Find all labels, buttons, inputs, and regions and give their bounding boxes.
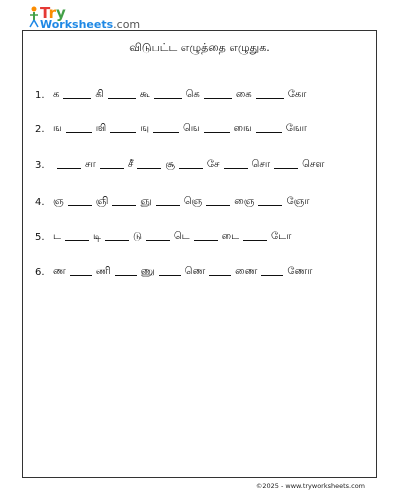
letter-cell bbox=[96, 196, 141, 208]
tamil-letter: சொ bbox=[251, 159, 271, 170]
logo-worksheets: Worksheets bbox=[40, 18, 114, 31]
letter-cell bbox=[140, 123, 183, 135]
answer-blank[interactable] bbox=[66, 132, 92, 133]
answer-blank[interactable] bbox=[108, 98, 136, 99]
answer-blank[interactable] bbox=[209, 275, 231, 276]
tamil-letter: சே bbox=[206, 159, 220, 170]
tamil-letter: டை bbox=[221, 231, 240, 242]
tamil-letter: ஞெ bbox=[183, 196, 203, 207]
answer-blank[interactable] bbox=[146, 240, 170, 241]
answer-blank[interactable] bbox=[68, 205, 92, 206]
ladder-figure-icon bbox=[28, 6, 40, 28]
row-number: 5. bbox=[35, 232, 45, 243]
answer-blank[interactable] bbox=[112, 205, 136, 206]
exercise-row bbox=[35, 159, 370, 171]
letter-cell bbox=[140, 89, 186, 101]
logo-letter-t: T bbox=[40, 4, 49, 22]
letter-cell bbox=[271, 231, 291, 243]
tamil-letter: டோ bbox=[271, 231, 292, 242]
exercise-row bbox=[35, 196, 370, 208]
exercise-row bbox=[35, 89, 370, 101]
letter-cell bbox=[96, 266, 141, 278]
letter-cell bbox=[236, 89, 288, 101]
footer-copyright: ©2025 - www.tryworksheets.com bbox=[255, 482, 365, 490]
letter-cell bbox=[53, 123, 96, 135]
tamil-letter: ஙோ bbox=[285, 123, 307, 134]
row-number: 1. bbox=[35, 90, 45, 101]
letter-cell bbox=[133, 231, 174, 243]
tamil-letter: கோ bbox=[287, 89, 307, 100]
tamil-letter: கூ bbox=[139, 89, 150, 100]
row-number: 3. bbox=[35, 160, 45, 171]
answer-blank[interactable] bbox=[105, 240, 129, 241]
tamil-letter: ஞை bbox=[234, 196, 255, 207]
answer-blank[interactable] bbox=[258, 205, 282, 206]
tamil-letter: கை bbox=[235, 89, 252, 100]
letter-cell bbox=[302, 159, 324, 171]
answer-blank[interactable] bbox=[204, 132, 230, 133]
answer-blank[interactable] bbox=[100, 168, 124, 169]
letter-cell bbox=[141, 266, 185, 278]
letter-cell bbox=[186, 89, 236, 101]
letter-cell bbox=[287, 266, 312, 278]
letter-cell bbox=[53, 168, 85, 171]
answer-blank[interactable] bbox=[153, 132, 179, 133]
logo-letter-r: r bbox=[48, 4, 56, 22]
letter-cell bbox=[234, 123, 286, 135]
logo-letter-y: y bbox=[56, 4, 66, 22]
letter-cell bbox=[93, 231, 133, 243]
answer-blank[interactable] bbox=[224, 168, 248, 169]
letter-cell bbox=[96, 123, 140, 135]
letter-cell bbox=[185, 266, 236, 278]
tamil-letter: கி bbox=[95, 89, 104, 100]
answer-blank[interactable] bbox=[70, 275, 92, 276]
tamil-letter: சீ bbox=[127, 159, 134, 170]
answer-blank[interactable] bbox=[243, 240, 267, 241]
tamil-letter: ணு bbox=[140, 266, 155, 277]
letter-cell bbox=[235, 266, 287, 278]
row-number: 4. bbox=[35, 197, 45, 208]
exercise-row bbox=[35, 123, 370, 135]
letter-cell bbox=[234, 196, 286, 208]
tamil-letter: டு bbox=[132, 231, 142, 242]
tamil-letter: ஞி bbox=[95, 196, 109, 207]
answer-blank[interactable] bbox=[65, 240, 89, 241]
answer-blank[interactable] bbox=[256, 132, 282, 133]
letter-cell bbox=[174, 231, 222, 243]
tamil-letter: டி bbox=[92, 231, 101, 242]
answer-blank[interactable] bbox=[57, 168, 81, 169]
logo-dotcom: .com bbox=[113, 18, 141, 31]
tamil-letter: ணி bbox=[95, 266, 111, 277]
row-number: 2. bbox=[35, 124, 45, 135]
worksheet-frame bbox=[22, 30, 377, 478]
exercise-row bbox=[35, 231, 370, 243]
letter-cell bbox=[222, 231, 271, 243]
tamil-letter: ஙை bbox=[233, 123, 252, 134]
letter-cell bbox=[286, 196, 309, 208]
answer-blank[interactable] bbox=[115, 275, 137, 276]
letter-cell bbox=[184, 196, 235, 208]
answer-blank[interactable] bbox=[206, 205, 230, 206]
answer-blank[interactable] bbox=[256, 98, 284, 99]
letter-cell bbox=[128, 159, 166, 171]
tamil-letter: ஞோ bbox=[286, 196, 310, 207]
letter-cell bbox=[165, 159, 207, 171]
tamil-letter: ணோ bbox=[287, 266, 313, 277]
letter-cell bbox=[85, 159, 128, 171]
exercise-row bbox=[35, 266, 370, 278]
tamil-letter: ஙி bbox=[95, 123, 107, 134]
row-number: 6. bbox=[35, 267, 45, 278]
tamil-letter: ஞ bbox=[53, 196, 64, 207]
letter-cell bbox=[140, 196, 183, 208]
tamil-letter: ஞு bbox=[140, 196, 152, 207]
tamil-letter: ணை bbox=[235, 266, 258, 277]
tamil-letter: ணெ bbox=[184, 266, 206, 277]
answer-blank[interactable] bbox=[63, 98, 91, 99]
answer-blank[interactable] bbox=[274, 168, 298, 169]
tamil-letter: டெ bbox=[173, 231, 190, 242]
tamil-letter: கெ bbox=[185, 89, 200, 100]
answer-blank[interactable] bbox=[261, 275, 283, 276]
letter-cell bbox=[53, 266, 96, 278]
answer-blank[interactable] bbox=[110, 132, 136, 133]
answer-blank[interactable] bbox=[137, 168, 161, 169]
answer-blank[interactable] bbox=[156, 205, 180, 206]
letter-cell bbox=[207, 159, 252, 171]
letter-cell bbox=[286, 123, 307, 135]
tamil-letter: ஙு bbox=[140, 123, 149, 134]
answer-blank[interactable] bbox=[194, 240, 218, 241]
letter-cell bbox=[53, 231, 93, 243]
answer-blank[interactable] bbox=[159, 275, 181, 276]
tamil-letter: க bbox=[53, 89, 60, 100]
tamil-letter: ண bbox=[53, 266, 66, 277]
answer-blank[interactable] bbox=[204, 98, 232, 99]
tamil-letter: சா bbox=[85, 159, 96, 170]
letter-cell bbox=[288, 89, 307, 101]
answer-blank[interactable] bbox=[154, 98, 182, 99]
tamil-letter: ட bbox=[53, 231, 61, 242]
letter-cell bbox=[53, 196, 96, 208]
worksheet-title: விடுபட்ட எழுத்தை எழுதுக. bbox=[129, 41, 270, 54]
letter-cell bbox=[183, 123, 234, 135]
answer-blank[interactable] bbox=[179, 168, 203, 169]
tamil-letter: சூ bbox=[165, 159, 175, 170]
tamil-letter: ஙெ bbox=[182, 123, 200, 134]
letter-cell bbox=[95, 89, 139, 101]
letter-cell bbox=[53, 89, 95, 101]
tamil-letter: சௌ bbox=[302, 159, 325, 170]
tamil-letter: ங bbox=[53, 123, 62, 134]
letter-cell bbox=[252, 159, 303, 171]
